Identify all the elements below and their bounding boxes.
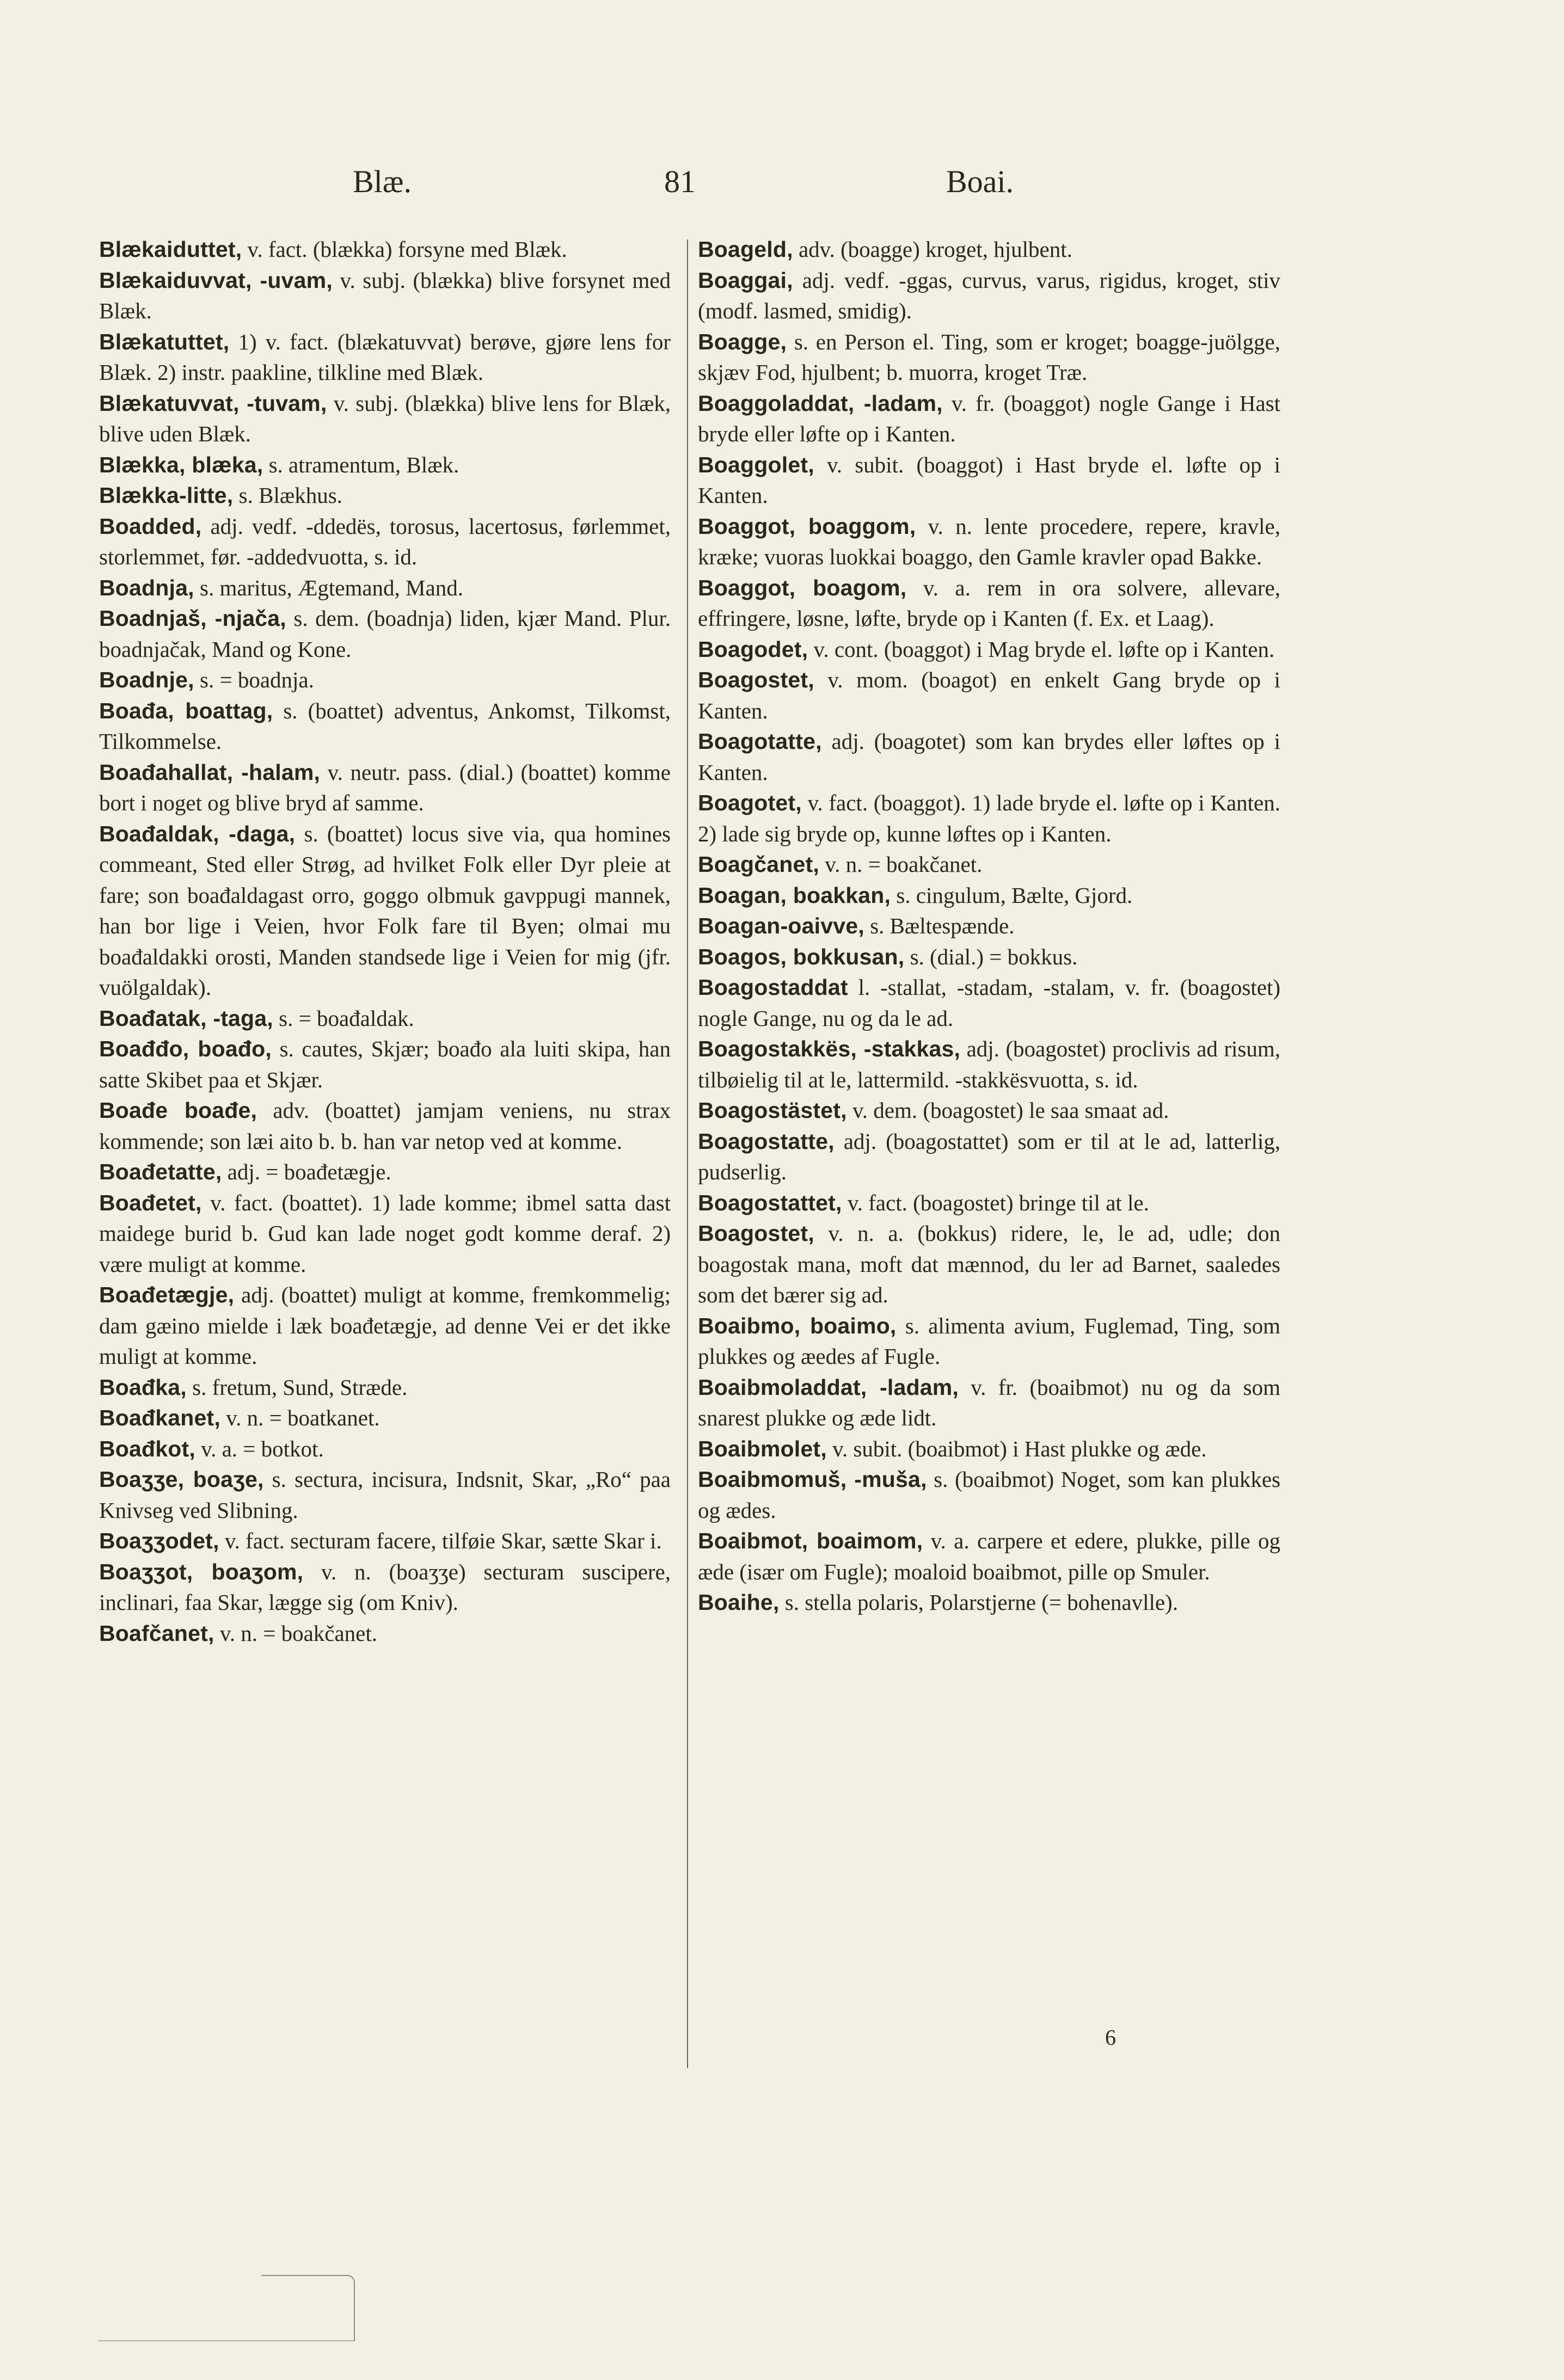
dictionary-entry	[99, 1095, 671, 1157]
dictionary-entry	[698, 880, 1280, 911]
headword: Boagostatte,	[698, 1128, 835, 1154]
headword: Boađđo, boađo,	[99, 1036, 272, 1061]
header-right-guideword: Boai.	[946, 164, 1014, 199]
entry-definition: v. subit. (boaibmot) i Hast plukke og æde.	[826, 1436, 1207, 1461]
dictionary-entry	[99, 1372, 671, 1403]
headword: Boageld,	[698, 237, 793, 262]
entry-definition: s. (dial.) = bokkus.	[904, 944, 1078, 969]
headword: Boagostattet,	[698, 1190, 842, 1215]
headword: Boađkanet,	[99, 1405, 220, 1430]
dictionary-entry	[698, 388, 1280, 450]
entry-definition: s. sectura, incisura, Indsnit, Skar, „Ro“ paa Knivseg ved Slibning.	[99, 1467, 671, 1523]
headword: Boagostaddat	[698, 975, 848, 1000]
entry-definition: adj. = boađetægje.	[222, 1159, 391, 1184]
dictionary-entry	[99, 1034, 671, 1095]
dictionary-entry	[698, 573, 1280, 634]
headword: Boaibmoladdat, -ladam,	[698, 1374, 959, 1400]
signature-mark: 6	[1105, 2025, 1116, 2050]
dictionary-entry	[698, 1587, 1280, 1618]
dictionary-entry	[698, 1218, 1280, 1311]
headword: Boađetægje,	[99, 1282, 235, 1307]
entry-definition: v. fact. secturam facere, tilføie Skar, sætte Skar i.	[219, 1528, 662, 1553]
entry-definition: v. fact. (blækka) forsyne med Blæk.	[242, 237, 567, 262]
dictionary-entry	[99, 1526, 671, 1557]
headword: Boagan-oaivve,	[698, 913, 864, 938]
headword: Boađahallat, -halam,	[99, 759, 321, 785]
headword: Boadded,	[99, 513, 202, 539]
entry-definition: adj. (boagostattet) som er til at le ad, latterlig, pudserlig.	[698, 1128, 1280, 1184]
entry-definition: v. a. = botkot.	[195, 1436, 324, 1461]
entry-definition: v. subj. (blækka) blive forsynet med Blæk.	[99, 267, 671, 323]
dictionary-entry	[99, 480, 671, 511]
headword: Blækaiduvvat, -uvam,	[99, 267, 333, 293]
entry-definition: adj. (boagotet) som kan brydes eller løftes op i Kanten.	[698, 729, 1280, 785]
entry-definition: s. stella polaris, Polarstjerne (= bohenavlle).	[779, 1590, 1178, 1615]
entry-definition: v. n. = boakčanet.	[819, 852, 983, 877]
headword: Boaggot, boaggom,	[698, 513, 916, 539]
entry-definition: v. neutr. pass. (dial.) (boattet) komme bort i noget og blive bryd af samme.	[99, 759, 671, 815]
entry-definition: s. maritus, Ægtemand, Mand.	[194, 575, 463, 600]
entry-definition: v. cont. (boaggot) i Mag bryde el. løfte op i Kanten.	[808, 636, 1275, 662]
dictionary-entry	[698, 788, 1280, 849]
headword: Boagodet,	[698, 636, 808, 662]
entry-definition: adv. (boagge) kroget, hjulbent.	[793, 237, 1072, 262]
headword: Blækaiduttet,	[99, 237, 242, 262]
headword: Boagostakkës, -stakkas,	[698, 1036, 961, 1061]
entry-definition: s. Blækhus.	[233, 483, 342, 508]
entry-definition: adj. vedf. -ggas, curvus, varus, rigidus, kroget, stiv (modf. lasmed, smidig).	[698, 267, 1280, 323]
headword: Boaggoladdat, -ladam,	[698, 390, 943, 416]
entry-definition: l. -stallat, -stadam, -stalam, v. fr. (boagostet) nogle Gange, nu og da le ad.	[698, 975, 1280, 1031]
headword: Boaibmomuš, -muša,	[698, 1467, 927, 1492]
entry-definition: v. mom. (boagot) en enkelt Gang bryde op i Kanten.	[698, 667, 1280, 723]
dictionary-entry	[99, 665, 671, 696]
headword: Boaibmolet,	[698, 1436, 827, 1461]
headword: Boađaldak, -daga,	[99, 821, 296, 846]
dictionary-entry	[99, 1464, 671, 1526]
dictionary-entry	[99, 1403, 671, 1434]
dictionary-entry	[99, 1188, 671, 1280]
dictionary-entry	[99, 573, 671, 604]
entry-definition: v. fact. (boattet). 1) lade komme; ibmel satta dast maidege burid b. Gud kan lade noget godt komme deraf. 2) være muligt at komme.	[99, 1190, 671, 1277]
dictionary-entry	[99, 1434, 671, 1465]
dictionary-entry	[698, 911, 1280, 942]
dictionary-entry	[99, 1618, 671, 1649]
headword: Boagostet,	[698, 1221, 814, 1246]
dictionary-entry	[698, 450, 1280, 511]
dictionary-entry	[698, 849, 1280, 880]
entry-definition: v. dem. (boagostet) le saa smaat ad.	[847, 1098, 1169, 1123]
dictionary-entry	[99, 819, 671, 1003]
entry-definition: v. n. = boakčanet.	[214, 1620, 378, 1646]
entry-definition: v. subit. (boaggot) i Hast bryde el. løfte op i Kanten.	[698, 452, 1280, 508]
dictionary-entry	[698, 234, 1280, 265]
dictionary-entry	[698, 1188, 1280, 1219]
headword: Boaggolet,	[698, 452, 814, 477]
entry-definition: v. n. = boatkanet.	[220, 1405, 380, 1430]
headword: Boađa, boattag,	[99, 698, 273, 723]
right-column	[698, 234, 1280, 1618]
dictionary-entry	[698, 942, 1280, 973]
entry-definition: s. cingulum, Bælte, Gjord.	[891, 882, 1133, 908]
headword: Boaggot, boagom,	[698, 575, 907, 600]
entry-definition: s. fretum, Sund, Stræde.	[186, 1374, 408, 1400]
dictionary-entry	[698, 1372, 1280, 1434]
dictionary-entry	[698, 1464, 1280, 1526]
entry-definition: s. = boađaldak.	[273, 1005, 414, 1031]
entry-definition: s. cautes, Skjær; boađo ala luiti skipa, han satte Skibet paa et Skjær.	[99, 1036, 671, 1092]
dictionary-entry	[698, 972, 1280, 1034]
dictionary-entry	[99, 1157, 671, 1188]
headword: Blækatuvvat, -tuvam,	[99, 390, 327, 416]
dictionary-entry	[99, 696, 671, 757]
headword: Boađetet,	[99, 1190, 202, 1215]
entry-definition: s. atramentum, Blæk.	[263, 452, 459, 477]
entry-definition: adj. (boattet) muligt at komme, fremkommelig; dam gæino mielde i læk boađetægje, ad denne Vei er det ikke muligt at komme.	[99, 1282, 671, 1369]
dictionary-entry	[698, 265, 1280, 327]
entry-definition: v. n. lente procedere, repere, kravle, kræke; vuoras luokkai boaggo, den Gamle kravler opad Bakke.	[698, 513, 1281, 569]
dictionary-entry	[698, 1526, 1280, 1587]
dictionary-entry	[99, 757, 671, 819]
headword: Boađe boađe,	[99, 1098, 257, 1123]
headword: Boagan, boakkan,	[698, 882, 891, 908]
headword: Boadnjaš, -njača,	[99, 606, 286, 631]
entry-definition: v. subj. (blækka) blive lens for Blæk, blive uden Blæk.	[99, 390, 671, 446]
dictionary-entry	[99, 265, 671, 327]
headword: Boagotet,	[698, 790, 802, 815]
entry-definition: adj. (boagostet) proclivis ad risum, tilbøielig til at le, lattermild. -stakkësvuotta, s. id.	[698, 1036, 1281, 1092]
headword: Boadnje,	[99, 667, 194, 692]
entry-definition: v. n. a. (bokkus) ridere, le, le ad, udle; don boagostak mana, moft dat mænnod, du ler ad Barnet, saaledes som det bærer sig ad.	[698, 1221, 1280, 1307]
dictionary-entry	[698, 1095, 1280, 1126]
headword: Boagostet,	[698, 667, 814, 692]
dictionary-entry	[99, 450, 671, 481]
left-column	[99, 234, 671, 1649]
running-head	[0, 163, 1564, 207]
entry-definition: 1) v. fact. (blækatuvvat) berøve, gjøre lens for Blæk. 2) instr. paakline, tilkline med Blæk.	[99, 329, 671, 385]
headword: Boafčanet,	[99, 1620, 214, 1646]
entry-definition: v. a. carpere et edere, plukke, pille og æde (især om Fugle); moaloid boaibmot, pille op Smuler.	[698, 1528, 1280, 1584]
dictionary-entry	[698, 511, 1280, 573]
headword: Boaihe,	[698, 1590, 780, 1615]
entry-definition: s. dem. (boadnja) liden, kjær Mand. Plur. boadnjačak, Mand og Kone.	[99, 606, 671, 662]
dictionary-entry	[698, 1311, 1280, 1372]
entry-definition: s. Bæltespænde.	[864, 913, 1015, 938]
headword: Boađetatte,	[99, 1159, 222, 1184]
dictionary-entry	[99, 1280, 671, 1372]
headword: Boađka,	[99, 1374, 187, 1400]
headword: Boaʒʒodet,	[99, 1528, 219, 1553]
entry-definition: s. (boaibmot) Noget, som kan plukkes og ædes.	[698, 1467, 1280, 1523]
headword: Boagge,	[698, 329, 787, 354]
headword: Boaibmo, boaimo,	[698, 1313, 897, 1338]
entry-definition: v. n. (boaʒʒe) secturam suscipere, inclinari, faa Skar, lægge sig (om Kniv).	[99, 1559, 671, 1615]
entry-definition: v. fact. (boaggot). 1) lade bryde el. løfte op i Kanten. 2) lade sig bryde op, kunne løftes op i Kanten.	[698, 790, 1280, 846]
header-left-guideword: Blæ.	[353, 164, 412, 199]
headword: Boađatak, -taga,	[99, 1005, 273, 1031]
headword: Boagos, bokkusan,	[698, 944, 905, 969]
headword: Boađkot,	[99, 1436, 195, 1461]
dictionary-entry	[99, 603, 671, 665]
entry-definition: s. alimenta avium, Fuglemad, Ting, som plukkes og æedes af Fugle.	[698, 1313, 1280, 1369]
entry-definition: s. (boattet) adventus, Ankomst, Tilkomst, Tilkommelse.	[99, 698, 671, 754]
dictionary-entry	[698, 327, 1280, 388]
headword: Boaʒʒot, boaʒom,	[99, 1559, 304, 1584]
headword: Boaggai,	[698, 267, 793, 293]
dictionary-entry	[698, 726, 1280, 788]
headword: Boadnja,	[99, 575, 194, 600]
headword: Blækatuttet,	[99, 329, 230, 354]
entry-definition: s. = boadnja.	[194, 667, 314, 692]
headword: Boaibmot, boaimom,	[698, 1528, 923, 1553]
dictionary-entry	[99, 1003, 671, 1034]
headword: Boagčanet,	[698, 852, 819, 877]
dictionary-entry	[99, 1557, 671, 1618]
headword: Blækka, blæka,	[99, 452, 263, 477]
dictionary-entry	[698, 1434, 1280, 1465]
entry-definition: v. fr. (boaibmot) nu og da som snarest plukke og æde lidt.	[698, 1374, 1280, 1430]
dictionary-entry	[698, 634, 1280, 665]
headword: Boaʒʒe, boaʒe,	[99, 1467, 264, 1492]
entry-definition: v. fact. (boagostet) bringe til at le.	[842, 1190, 1149, 1215]
dictionary-entry	[99, 511, 671, 573]
dictionary-entry	[698, 665, 1280, 726]
headword: Boagostästet,	[698, 1098, 847, 1123]
entry-definition: s. (boattet) locus sive via, qua homines commeant, Sted eller Strøg, ad hvilket Folk eller Dyr pleie at fare; son boađaldagast orro, goggo olbmuk gavppugi mannek, han bor lige i Veien, hvor Folk fare til Byen; olmai mu boađaldakki orosti, Manden standsede lige i Veien for mig (jfr. vuölgaldak).	[99, 821, 671, 1000]
dictionary-entry	[698, 1034, 1280, 1095]
scan-line-mark	[98, 2340, 354, 2341]
dictionary-entry	[99, 327, 671, 388]
entry-definition: v. a. rem in ora solvere, allevare, effringere, løsne, løfte, bryde op i Kanten (f. Ex. et Laag).	[698, 575, 1280, 631]
page-number: 81	[664, 164, 696, 199]
headword: Boagotatte,	[698, 729, 822, 754]
dictionary-entry	[99, 388, 671, 450]
column-divider	[687, 239, 688, 2068]
dictionary-entry	[698, 1126, 1280, 1188]
scan-bracket-mark	[261, 2275, 355, 2341]
entry-definition: adv. (boattet) jamjam veniens, nu strax kommende; son læi aito b. b. han var netop ved at komme.	[99, 1098, 671, 1154]
entry-definition: s. en Person el. Ting, som er kroget; boagge-juölgge, skjæv Fod, hjulbent; b. muorra, kroget Træ.	[698, 329, 1280, 385]
dictionary-entry	[99, 234, 671, 265]
headword: Blækka-litte,	[99, 483, 234, 508]
entry-definition: v. fr. (boaggot) nogle Gange i Hast bryde eller løfte op i Kanten.	[698, 390, 1280, 446]
entry-definition: adj. vedf. -ddedës, torosus, lacertosus, førlemmet, storlemmet, før. -addedvuotta, s. id.	[99, 513, 671, 569]
